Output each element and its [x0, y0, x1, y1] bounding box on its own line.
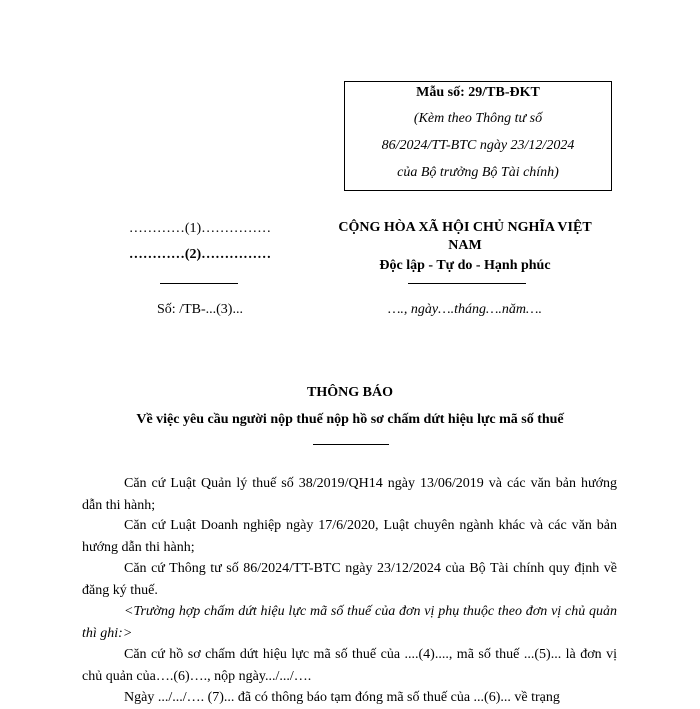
- form-note-line2: 86/2024/TT-BTC ngày 23/12/2024: [381, 138, 575, 153]
- paragraph-tax-law: Căn cứ Luật Quản lý thuế số 38/2019/QH14 ngày 13/06/2019 và các văn bản hướng dẫn thi hành;: [82, 476, 617, 513]
- form-info-box: [344, 81, 612, 191]
- form-number: Mẫu số: 29/TB-ĐKT: [416, 85, 540, 100]
- paragraph-enterprise-law: Căn cứ Luật Doanh nghiệp ngày 17/6/2020, Luật chuyên ngành khác và các văn bản hướng dẫn thi hành;: [82, 518, 617, 555]
- issuing-unit-line: …………(2)……………: [128, 247, 272, 262]
- date-line: …., ngày….tháng….năm….: [387, 302, 542, 317]
- paragraph-dossier: Căn cứ hồ sơ chấm dứt hiệu lực mã số thuế của ....(4)...., mã số thuế ...(5)... là đơn vị chủ quản của….(6)…., nộp ngày.../.../….: [82, 647, 617, 684]
- national-motto: Độc lập - Tự do - Hạnh phúc: [379, 258, 551, 273]
- form-note-line3: của Bộ trưởng Bộ Tài chính): [397, 165, 559, 180]
- document-number: Số: /TB-...(3)...: [157, 302, 243, 317]
- country-name: CỘNG HÒA XÃ HỘI CHỦ NGHĨA VIỆT NAM: [338, 220, 592, 253]
- paragraph-temporary-closure: Ngày .../.../…. (7)... đã có thông báo tạm đóng mã số thuế của ...(6)... về trạng: [124, 690, 560, 705]
- title-divider: [313, 444, 389, 445]
- issuing-authority-line: …………(1)……………: [128, 221, 272, 236]
- document-title: THÔNG BÁO: [307, 385, 393, 400]
- form-note-line1: (Kèm theo Thông tư số: [413, 111, 543, 126]
- right-divider: [408, 283, 526, 284]
- paragraph-dependent-unit-note: <Trường hợp chấm dứt hiệu lực mã số thuế của đơn vị phụ thuộc theo đơn vị chủ quản thì ghi:>: [82, 604, 617, 641]
- left-divider: [160, 283, 238, 284]
- document-subtitle: Về việc yêu cầu người nộp thuế nộp hồ sơ chấm dứt hiệu lực mã số thuế: [136, 412, 564, 427]
- paragraph-circular: Căn cứ Thông tư số 86/2024/TT-BTC ngày 23/12/2024 của Bộ Tài chính quy định về đăng ký thuế.: [82, 561, 617, 598]
